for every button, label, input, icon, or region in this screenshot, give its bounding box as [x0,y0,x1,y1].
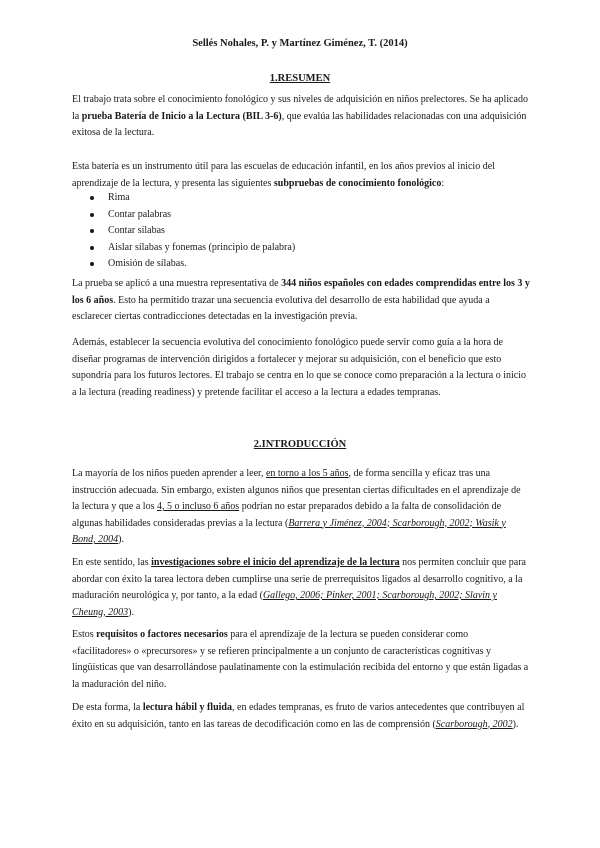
citation-link[interactable]: Scarborough, 2002 [435,718,513,730]
subtests-list [90,190,295,273]
citation-link[interactable]: Barrera y Jiménez, 2004; Scarborough, 2002; Wasik y Bond, 2004 [72,517,506,545]
list-item: Omisión de sílabas. [90,256,295,273]
section-title-introduccion [0,437,600,454]
resumen-paragraph-1: El trabajo trata sobre el conocimiento fonológico y sus niveles de adquisición en niños prelectores. Se ha aplicado la prueba Batería de Inicio a la Lectura (BIL 3-6), que evalúa las habilidades relacionadas con una adquisición exitosa de la lectura. [72,94,528,138]
resumen-paragraph-3: La prueba se aplicó a una muestra representativa de 344 niños españoles con edades comprendidas entre los 3 y los 6 años. Esto ha permitido trazar una secuencia evolutiva del desarrollo de esta habilidad que ayuda a esclarecer ciertas contradicciones detectadas en la investigación previa. [72,278,530,322]
page-header: Sellés Nohales, P. y Martínez Giménez, T. (2014) [192,38,408,49]
list-item: Aislar sílabas y fonemas (principio de palabra) [90,240,295,257]
intro-paragraph-3: Estos requisitos o factores necesarios para el aprendizaje de la lectura se pueden considerar como «facilitadores» o «precursores» y se refieren principalmente a un conjunto de características cognitivas y lingüísticas que van desarrollándose paulatinamente con la estimulación recibida del entorno y que están ligadas a la maduración del niño. [72,629,529,690]
section-title-introduccion-text: 2.INTRODUCCIÓN [253,439,347,450]
section-title-resumen [0,71,600,88]
list-item: Contar palabras [90,207,295,224]
intro-paragraph-1: La mayoría de los niños pueden aprender a leer, en torno a los 5 años, de forma sencilla y eficaz tras una instrucción adecuada. Sin embargo, existen algunos niños que presentan ciertas dificultades en el aprendizaje de la lectura y que a los 4, 5 o incluso 6 años podrían no estar preparados debido a la falta de consolidación de algunas habilidades consideradas previas a la lectura (Barrera y Jiménez, 2004; Scarborough, 2002; Wasik y Bond, 2004). [72,468,521,545]
resumen-paragraph-2: Esta batería es un instrumento útil para las escuelas de educación infantil, en los años previos al inicio del aprendizaje de la lectura, y presenta las siguientes subpruebas de conocimiento fonológico: [72,161,495,189]
intro-paragraph-4: De esta forma, la lectura hábil y fluida, en edades tempranas, es fruto de varios antecedentes que contribuyen al éxito en su adquisición, tanto en las tareas de decodificación como en las de comprensión (Scarborough, 2002). [72,702,525,730]
resumen-paragraph-4: Además, establecer la secuencia evolutiva del conocimiento fonológico puede servir como guía a la hora de diseñar programas de intervención dirigidos a fortalecer y mejorar su adquisición, con el beneficio que esto supondría para los futuros lectores. El trabajo se centra en lo que se conoce como preparación a la lectura o inicio a la lectura (reading readiness) y pretende facilitar el acceso a la lectura a edades tempranas. [72,337,526,398]
citation-link[interactable]: Gallego, 2006; Pinker, 2001; Scarborough, 2002; Slavin y Cheung, 2003 [72,590,497,618]
list-item: Contar sílabas [90,223,295,240]
intro-paragraph-2: En este sentido, las investigaciones sobre el inicio del aprendizaje de la lectura nos permiten concluir que para abordar con éxito la tarea lectora deben cumplirse una serie de prerrequisitos ligados al desarrollo cognitivo, a la maduración neurológica y, por tanto, a la edad (Gallego, 2006; Pinker, 2001; Scarborough, 2002; Slavin y Cheung, 2003). [72,557,526,618]
list-item: Rima [90,190,295,207]
section-title-resumen-text: 1.RESUMEN [269,73,331,84]
